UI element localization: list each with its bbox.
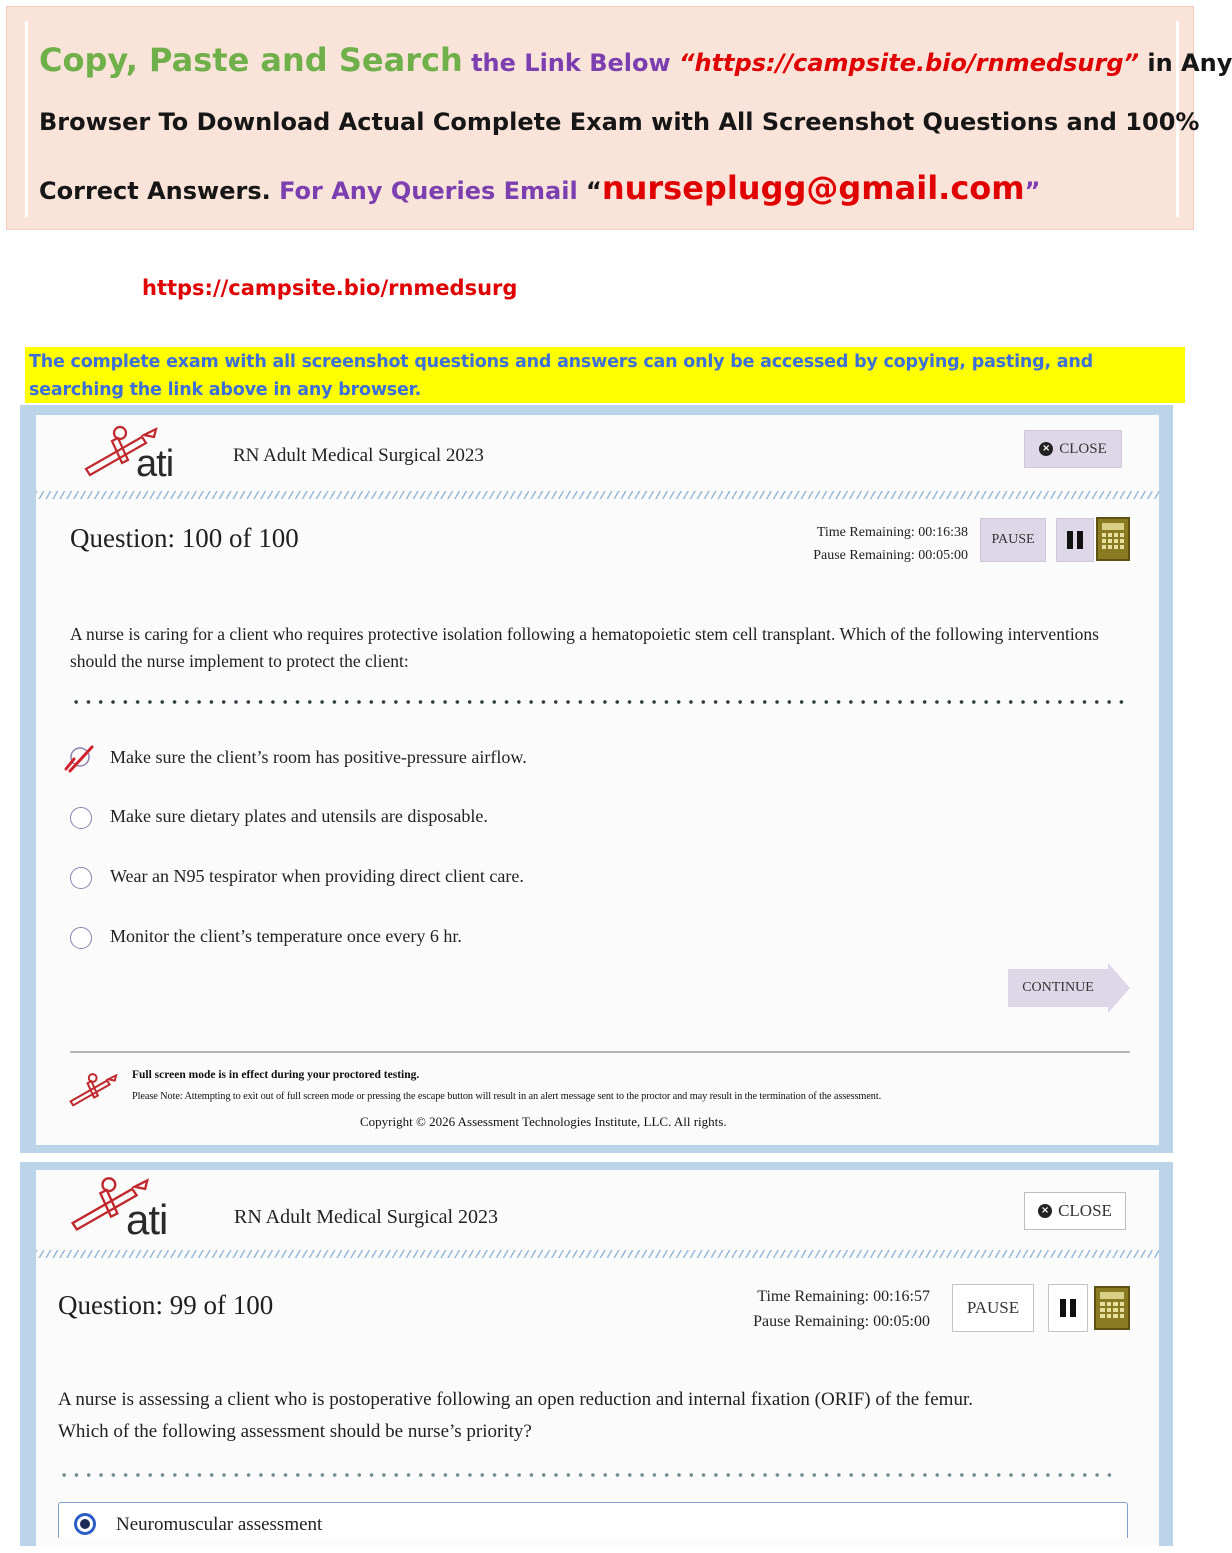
banner-purple-text: the Link Below: [471, 49, 671, 77]
promo-banner: [6, 6, 1232, 230]
calculator-icon[interactable]: [1096, 517, 1130, 561]
pause-icon[interactable]: [1056, 518, 1094, 562]
answer-option[interactable]: Make sure dietary plates and utensils are disposable.: [110, 806, 488, 826]
banner-email[interactable]: nurseplugg@gmail.com: [601, 169, 1025, 207]
header-divider: [36, 491, 1159, 499]
exam-title: RN Adult Medical Surgical 2023: [234, 1206, 499, 1228]
footer-divider: [70, 1051, 1130, 1053]
time-remaining: Time Remaining: 00:16:38: [816, 525, 968, 540]
close-icon: ×: [1039, 442, 1053, 456]
answer-option[interactable]: Neuromuscular assessment: [116, 1514, 323, 1535]
footer-notice: Full screen mode is in effect during your proctored testing.: [132, 1069, 420, 1081]
pause-remaining: Pause Remaining: 00:05:00: [813, 548, 968, 563]
calculator-icon[interactable]: [1094, 1286, 1130, 1330]
download-link[interactable]: https://campsite.bio/rnmedsurg: [142, 276, 518, 300]
pause-icon[interactable]: [1048, 1284, 1088, 1332]
question-stem: A nurse is caring for a client who requires protective isolation following a hematopoietic stem cell transplant. Which of the following interventions should the nurse implement to protect the client:: [70, 624, 1099, 671]
radio-button[interactable]: [70, 927, 92, 949]
highlight-note: The complete exam with all screenshot questions and answers can only be accessed by copying, pasting, and searching the link above in any browser.: [25, 347, 1185, 403]
banner-quote: ”: [1024, 177, 1041, 205]
question-stem-line: Which of the following assessment should be nurse’s priority?: [58, 1421, 532, 1442]
screenshot-frame-2: [20, 1162, 1173, 1546]
radio-button[interactable]: [70, 807, 92, 829]
header-divider: [36, 1250, 1159, 1258]
answer-option[interactable]: Wear an N95 tespirator when providing direct client care.: [110, 866, 524, 886]
close-label: CLOSE: [1058, 1201, 1112, 1220]
timer-block: [736, 521, 968, 567]
banner-purple-text: For Any Queries Email: [279, 177, 578, 205]
radio-button-selected[interactable]: [74, 1513, 96, 1535]
banner-text: Correct Answers.: [39, 177, 271, 205]
radio-button[interactable]: [70, 867, 92, 889]
exam-title: RN Adult Medical Surgical 2023: [233, 445, 484, 466]
dotted-divider: [70, 699, 1125, 705]
question-number: Question: 100 of 100: [70, 523, 299, 553]
banner-quote: ”: [1123, 49, 1139, 77]
continue-button[interactable]: [1008, 963, 1130, 1013]
exam-screen: [36, 415, 1159, 1145]
banner-line-2: Browser To Download Actual Complete Exam with All Screenshot Questions and 100%: [39, 108, 1200, 136]
close-label: CLOSE: [1059, 440, 1107, 457]
pause-button[interactable]: PAUSE: [952, 1284, 1034, 1332]
brand-name: ati: [136, 443, 174, 485]
close-icon: ×: [1038, 1204, 1052, 1218]
copyright: Copyright © 2026 Assessment Technologies Institute, LLC. All rights.: [360, 1114, 727, 1129]
banner-link[interactable]: https://campsite.bio/rnmedsurg: [694, 49, 1124, 77]
pause-remaining: Pause Remaining: 00:05:00: [753, 1313, 930, 1330]
question-stem: [58, 1384, 1138, 1448]
timer-block: [676, 1284, 930, 1334]
question-stem-line: A nurse is assessing a client who is postoperative following an open reduction and internal fixation (ORIF) of the femur.: [58, 1389, 973, 1410]
ati-logo-icon: [68, 1071, 120, 1111]
time-remaining: Time Remaining: 00:16:57: [757, 1288, 930, 1305]
screenshot-frame-1: [20, 405, 1173, 1153]
brand-name: ati: [126, 1196, 168, 1243]
question-number: Question: 99 of 100: [58, 1290, 274, 1320]
answer-option[interactable]: Make sure the client’s room has positive-pressure airflow.: [110, 747, 527, 767]
pause-button[interactable]: PAUSE: [980, 518, 1046, 562]
banner-quote: “: [679, 49, 695, 77]
close-button[interactable]: [1024, 1192, 1126, 1230]
dotted-divider: [58, 1472, 1118, 1478]
banner-text: in Any: [1147, 49, 1232, 77]
banner-line-3: [39, 169, 1040, 207]
continue-label: CONTINUE: [1022, 980, 1094, 995]
footer-note: Please Note: Attempting to exit out of full screen mode or pressing the escape button will result in an alert message sent to the proctor and may result in the termination of the assessment.: [132, 1091, 882, 1102]
exam-screen: [36, 1170, 1159, 1546]
close-button[interactable]: [1024, 430, 1122, 468]
banner-green-text: Copy, Paste and Search: [39, 41, 463, 79]
check-mark-icon: [64, 745, 96, 778]
banner-quote: “: [586, 177, 602, 205]
banner-line-1: [39, 41, 1232, 79]
banner-divider: [25, 21, 28, 217]
answer-option[interactable]: Monitor the client’s temperature once every 6 hr.: [110, 926, 462, 946]
